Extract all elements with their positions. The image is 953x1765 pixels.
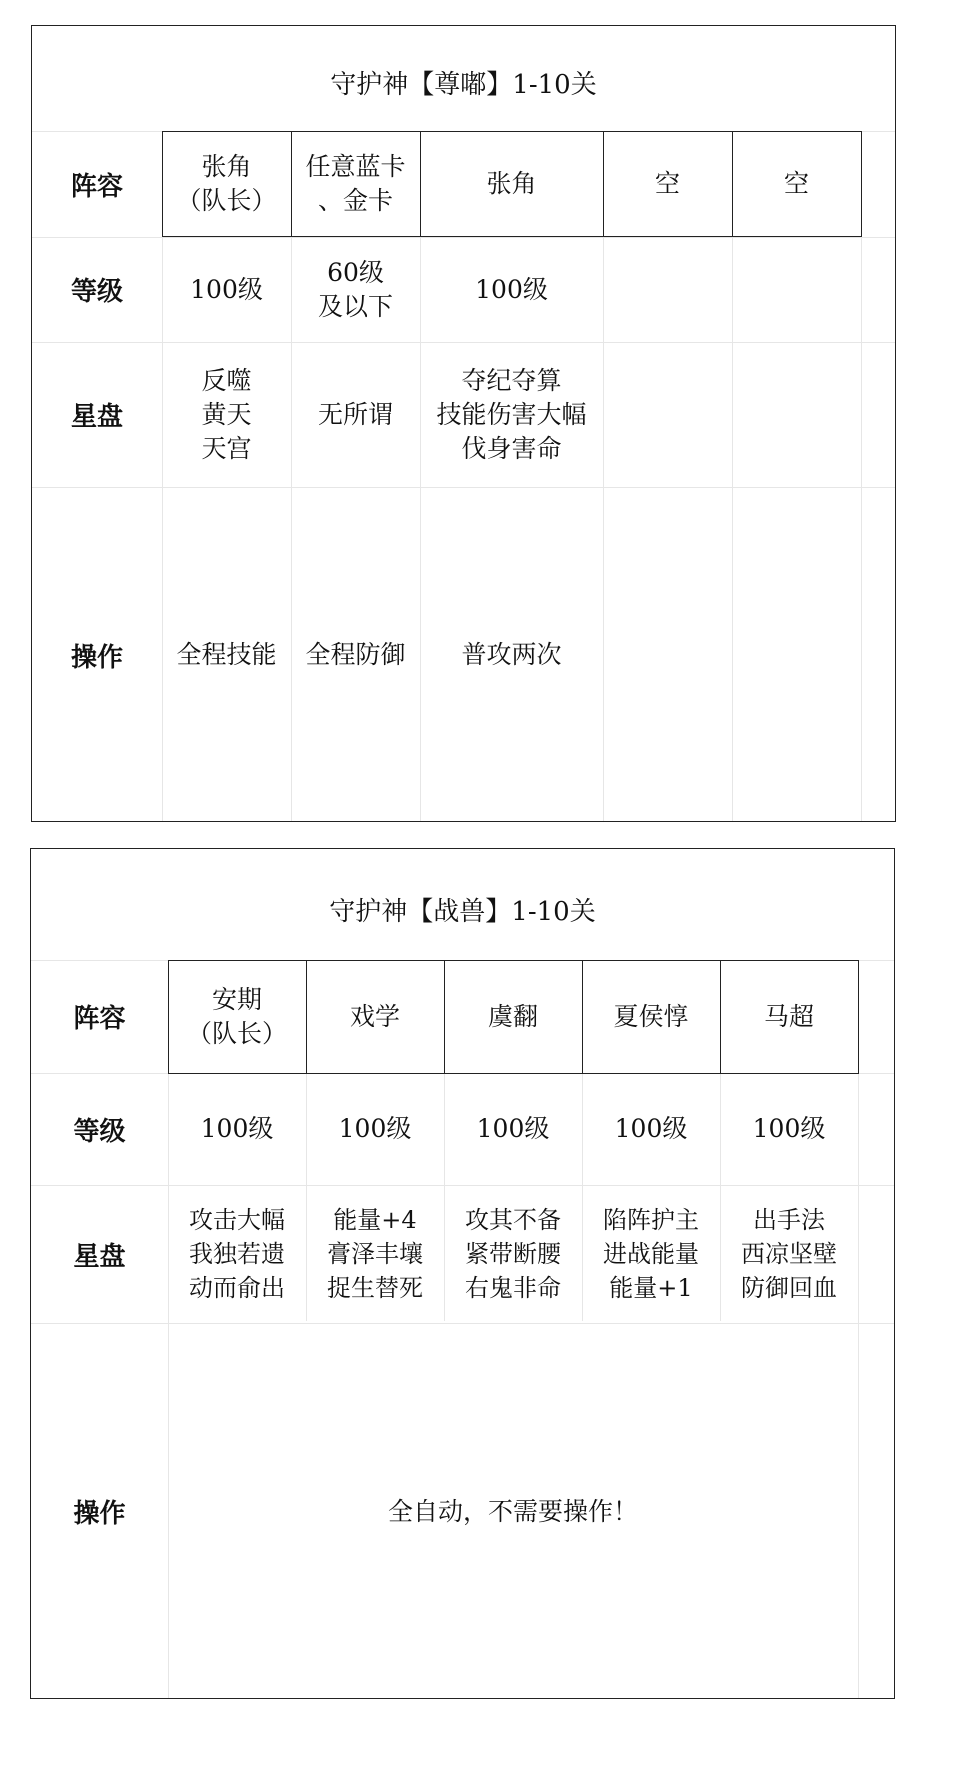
level-cell: 100级 [614, 1114, 688, 1143]
op-cell: 普攻两次 [461, 640, 562, 669]
lineup-cell: 空 [654, 169, 680, 198]
row-label-op: 操作 [73, 1499, 126, 1529]
star-cell: 攻其不备 紧带断腰 右鬼非命 [465, 1206, 561, 1302]
op-cell: 全程防御 [305, 640, 406, 669]
lineup-cell: 任意蓝卡 、金卡 [305, 152, 406, 215]
op-cell: 全程技能 [176, 640, 277, 669]
row-label-star: 星盘 [73, 1241, 126, 1272]
level-cell [732, 237, 861, 342]
row-label-level: 等级 [73, 1116, 126, 1147]
star-cell: 陷阵护主 进战能量 能量+1 [603, 1206, 699, 1302]
star-cell: 夺纪夺算 技能伤害大幅 伐身害命 [436, 365, 587, 463]
lineup-cell: 戏学 [349, 1001, 400, 1031]
row-label-level: 等级 [70, 277, 123, 307]
op-merged-cell: 全自动，不需要操作！ [387, 1496, 638, 1526]
star-cell: 攻击大幅 我独若遗 动而俞出 [189, 1206, 285, 1302]
table-title: 守护神【战兽】1-10关 [329, 897, 596, 927]
level-cell: 100级 [190, 274, 263, 304]
star-cell: 反噬 黄天 天宫 [201, 365, 252, 463]
op-cell [732, 487, 861, 823]
star-cell: 无所谓 [317, 399, 393, 429]
star-cell [603, 342, 732, 487]
lineup-cell: 空 [783, 169, 809, 198]
star-cell [732, 342, 861, 487]
star-cell: 能量+4 膏泽丰壤 捉生替死 [327, 1206, 423, 1302]
lineup-cell: 安期 （队长） [186, 984, 287, 1048]
level-cell: 60级 及以下 [317, 257, 393, 321]
level-cell: 100级 [200, 1114, 274, 1143]
level-cell: 100级 [338, 1114, 412, 1143]
table-title: 守护神【尊嘟】1-10关 [330, 70, 597, 100]
row-label-op: 操作 [70, 642, 123, 673]
row-label-lineup: 阵容 [70, 171, 123, 202]
lineup-cell: 马超 [763, 1001, 814, 1031]
row-label-lineup: 阵容 [73, 1004, 126, 1034]
op-cell [603, 487, 732, 823]
level-cell [603, 237, 732, 342]
lineup-cell: 张角 （队长） [176, 152, 277, 215]
star-cell: 出手法 西凉坚壁 防御回血 [741, 1206, 837, 1302]
lineup-cell: 张角 [486, 169, 537, 198]
level-cell: 100级 [476, 1114, 550, 1143]
row-label-star: 星盘 [70, 402, 123, 432]
lineup-cell: 夏侯惇 [613, 1001, 689, 1031]
level-cell: 100级 [475, 274, 548, 304]
table-战兽 [30, 848, 895, 1699]
table-尊嘟 [31, 25, 896, 822]
level-cell: 100级 [752, 1114, 826, 1143]
lineup-cell: 虞翻 [487, 1001, 538, 1031]
